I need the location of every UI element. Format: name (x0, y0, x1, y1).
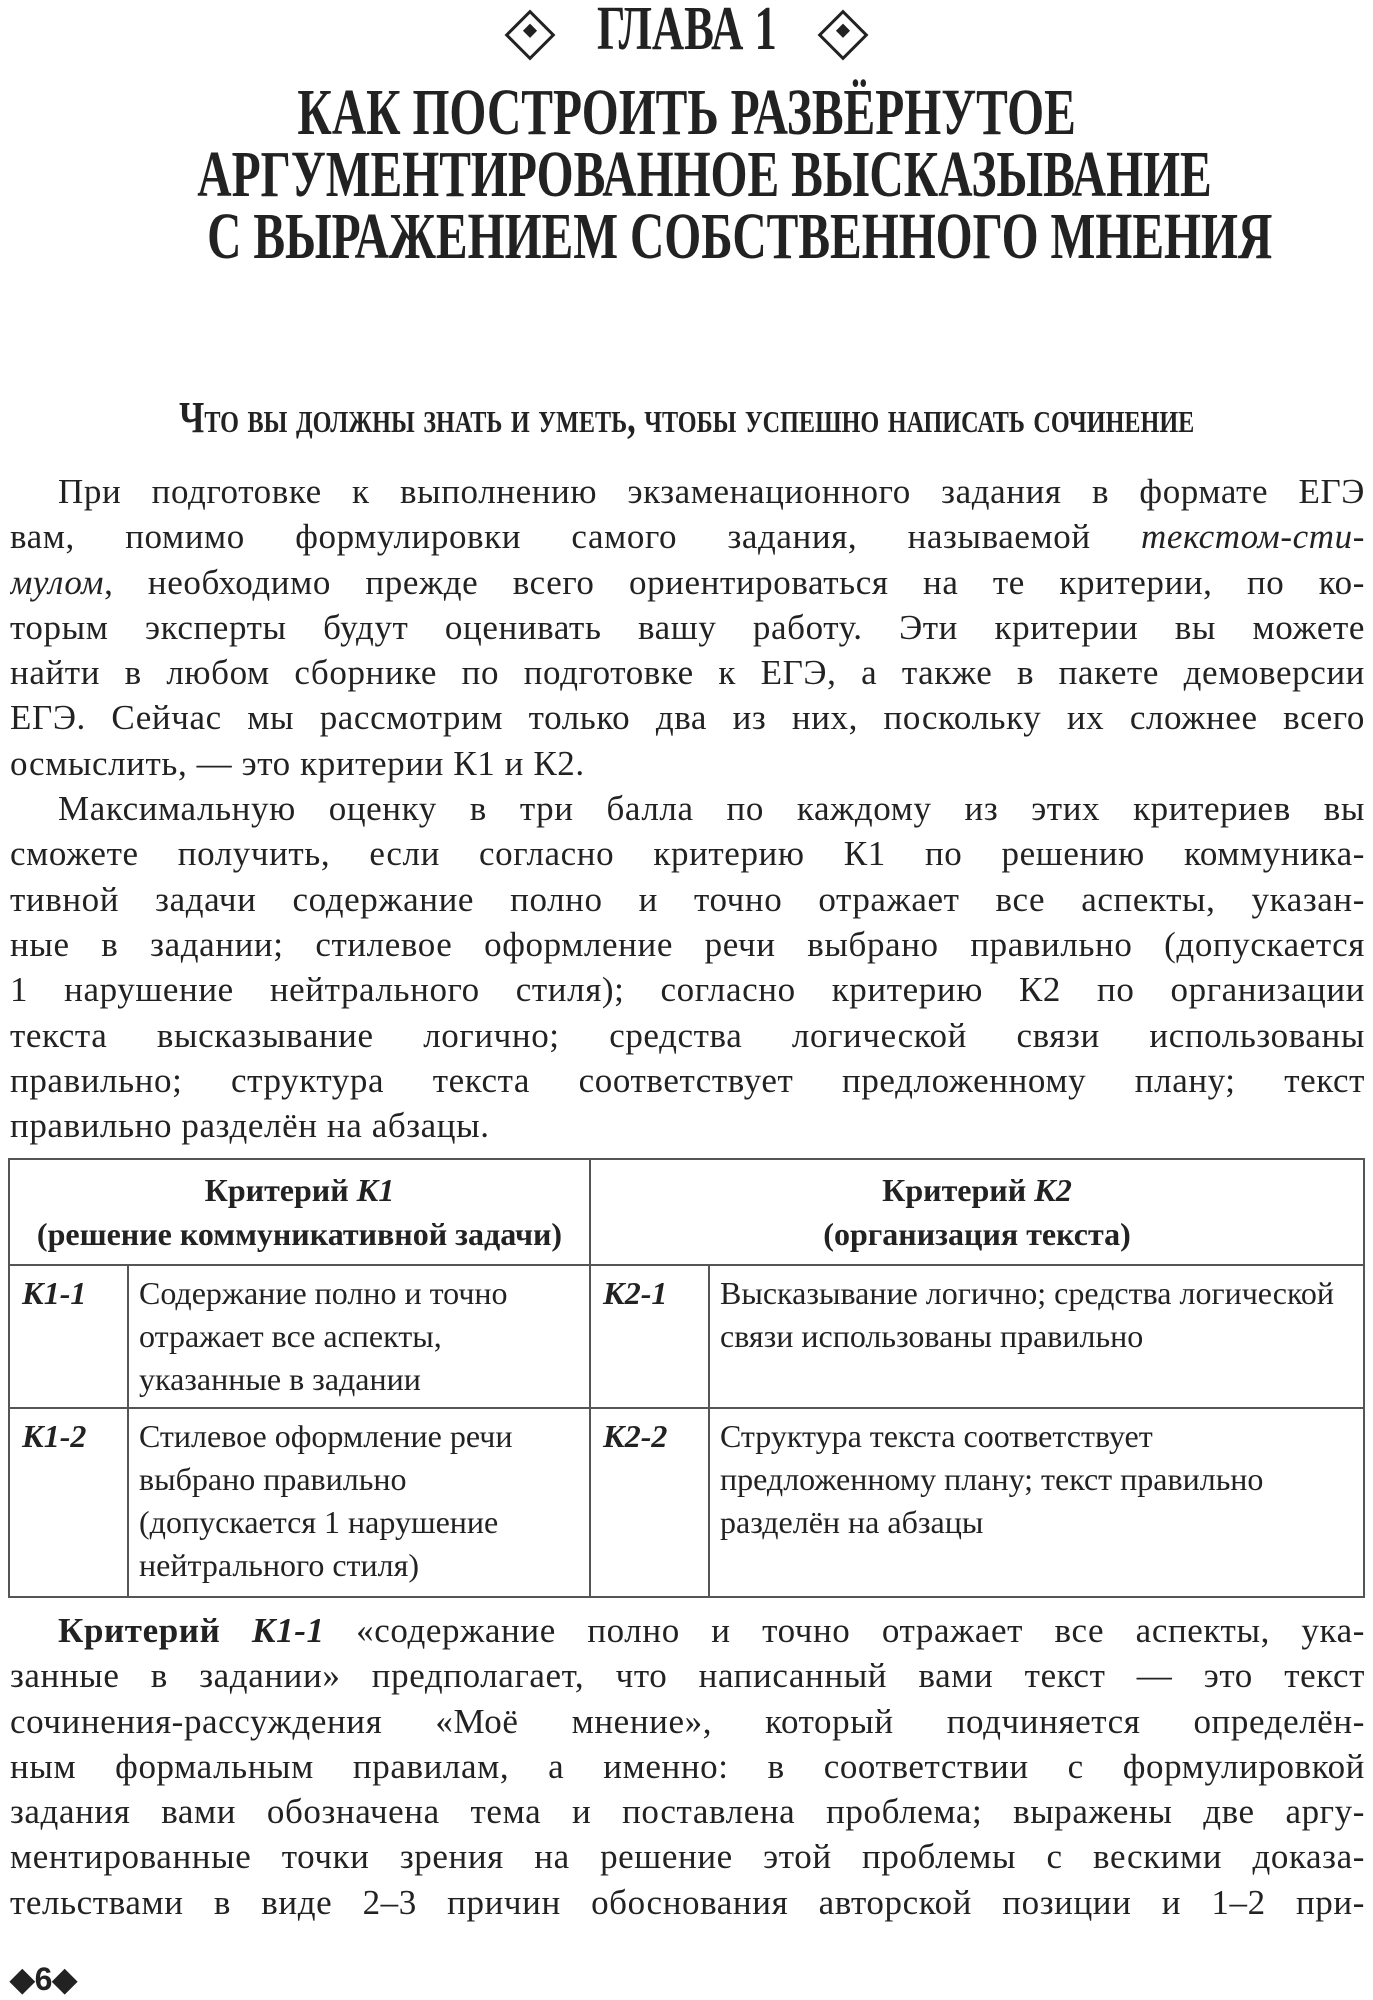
text-line (10, 831, 1365, 876)
header-code: К1 (356, 1172, 395, 1208)
text-line (10, 922, 1365, 967)
text-segment: правильно; структура текста соответствует предложенному плану; текст (10, 1060, 1365, 1100)
text-line (10, 877, 1365, 922)
text-segment: занные в задании» предполагает, что написанный вами текст — это текст (10, 1656, 1365, 1696)
table-header-k2: Критерий К2 (организация текста) (590, 1159, 1364, 1265)
header-code: К2 (1034, 1172, 1072, 1208)
title-line: КАК ПОСТРОИТЬ РАЗВЁРНУТОЕ (297, 76, 1076, 149)
text-line (10, 1789, 1365, 1834)
text-line (10, 560, 1365, 605)
text-line (10, 1058, 1365, 1103)
page-number: ◆6◆ (10, 1961, 78, 1997)
body-text-top (10, 469, 1365, 1148)
text-segment: сможете получить, если согласно критерию К1 по решению коммуника- (10, 834, 1365, 874)
text-line (10, 1699, 1365, 1744)
diamond-ornament-icon (504, 9, 555, 60)
table-row (9, 1265, 1364, 1408)
text-line (10, 1880, 1365, 1925)
table-row (9, 1408, 1364, 1597)
body-text-bottom (10, 1608, 1365, 1925)
text-segment: текста высказывание логично; средства логической связи использованы (10, 1015, 1365, 1055)
emphasis-text: Критерий (58, 1611, 252, 1650)
text-segment: ным формальным правилам, а именно: в соответствии с формулировкой (10, 1746, 1365, 1786)
text-segment: ментированные точки зрения на решение этой проблемы с вескими доказа- (10, 1837, 1365, 1877)
criterion-text: Стилевое оформление речи выбрано правильно (допускается 1 нарушение нейтрального стиля) (128, 1408, 590, 1597)
text-line (10, 1653, 1365, 1698)
criterion-code: К1-2 (9, 1408, 128, 1597)
text-segment: задания вами обозначена тема и поставлена проблема; выражены две аргу- (10, 1792, 1365, 1832)
emphasis-text: мулом (10, 562, 105, 602)
table-header-k1: Критерий К1 (решение коммуникативной задачи) (9, 1159, 590, 1265)
title-line: АРГУМЕНТИРОВАННОЕ ВЫСКАЗЫВАНИЕ (197, 138, 1212, 211)
text-line (10, 1103, 1365, 1148)
text-line (10, 967, 1365, 1012)
text-segment: тельствами в виде 2–3 причин обоснования авторской позиции и 1–2 при- (10, 1882, 1365, 1922)
criterion-text: Высказывание логично; средства логической связи использованы правильно (709, 1265, 1364, 1408)
text-segment: торым эксперты будут оценивать вашу работу. Эти критерии вы можете (10, 607, 1365, 647)
chapter-title (0, 76, 1373, 273)
text-line (10, 1834, 1365, 1879)
text-segment: сочинения-рассуждения «Моё мнение», который подчиняется определён- (10, 1701, 1365, 1741)
text-segment: ные в задании; стилевое оформление речи выбрано правильно (допускается (10, 924, 1365, 964)
criteria-table (8, 1158, 1365, 1598)
text-segment: правильно разделён на абзацы. (10, 1106, 490, 1146)
criterion-code: К2-1 (590, 1265, 709, 1408)
text-segment: тивной задачи содержание полно и точно отражает все аспекты, указан- (10, 879, 1365, 919)
text-segment: , необходимо прежде всего ориентироваться на те критерии, по ко- (104, 562, 1365, 602)
text-segment: ЕГЭ. Сейчас мы рассмотрим только два из них, поскольку их сложнее всего (10, 698, 1365, 738)
text-line (10, 469, 1365, 514)
criterion-code: К1-1 (9, 1265, 128, 1408)
criterion-text: Содержание полно и точно отражает все аспекты, указанные в задании (128, 1265, 590, 1408)
text-line (10, 1744, 1365, 1789)
emphasis-text: К1-1 (251, 1611, 325, 1650)
section-heading: Что вы должны знать и уметь, чтобы успешно написать сочинение (178, 393, 1195, 442)
text-line (10, 695, 1365, 740)
text-line (10, 1608, 1365, 1653)
criterion-code: К2-2 (590, 1408, 709, 1597)
text-segment: найти в любом сборнике по подготовке к ЕГЭ, а также в пакете демоверсии (10, 653, 1365, 693)
text-segment: «содержание полно и точно отражает все аспекты, ука- (324, 1611, 1365, 1650)
text-segment: осмыслить, — это критерии К1 и К2. (10, 743, 585, 783)
diamond-ornament-icon (818, 9, 869, 60)
text-segment: 1 нарушение нейтрального стиля); согласно критерию К2 по организации (10, 970, 1365, 1010)
text-segment: вам, помимо формулировки самого задания, называемой (10, 517, 1141, 557)
text-line (10, 1013, 1365, 1058)
text-line (10, 741, 1365, 786)
chapter-heading (0, 0, 1373, 65)
table-header-row (9, 1159, 1364, 1265)
text-line (10, 650, 1365, 695)
text-segment: При подготовке к выполнению экзаменационного задания в формате ЕГЭ (58, 472, 1365, 511)
chapter-label: ГЛАВА 1 (596, 0, 777, 63)
title-line: С ВЫРАЖЕНИЕМ СОБСТВЕННОГО МНЕНИЯ (207, 200, 1273, 273)
text-segment: Максимальную оценку в три балла по каждому из этих критериев вы (58, 789, 1365, 829)
text-line (10, 786, 1365, 831)
criterion-text: Структура текста соответствует предложенному плану; текст правильно разделён на абзацы (709, 1408, 1364, 1597)
emphasis-text: текстом-сти- (1141, 517, 1365, 557)
text-line (10, 514, 1365, 559)
text-line (10, 605, 1365, 650)
